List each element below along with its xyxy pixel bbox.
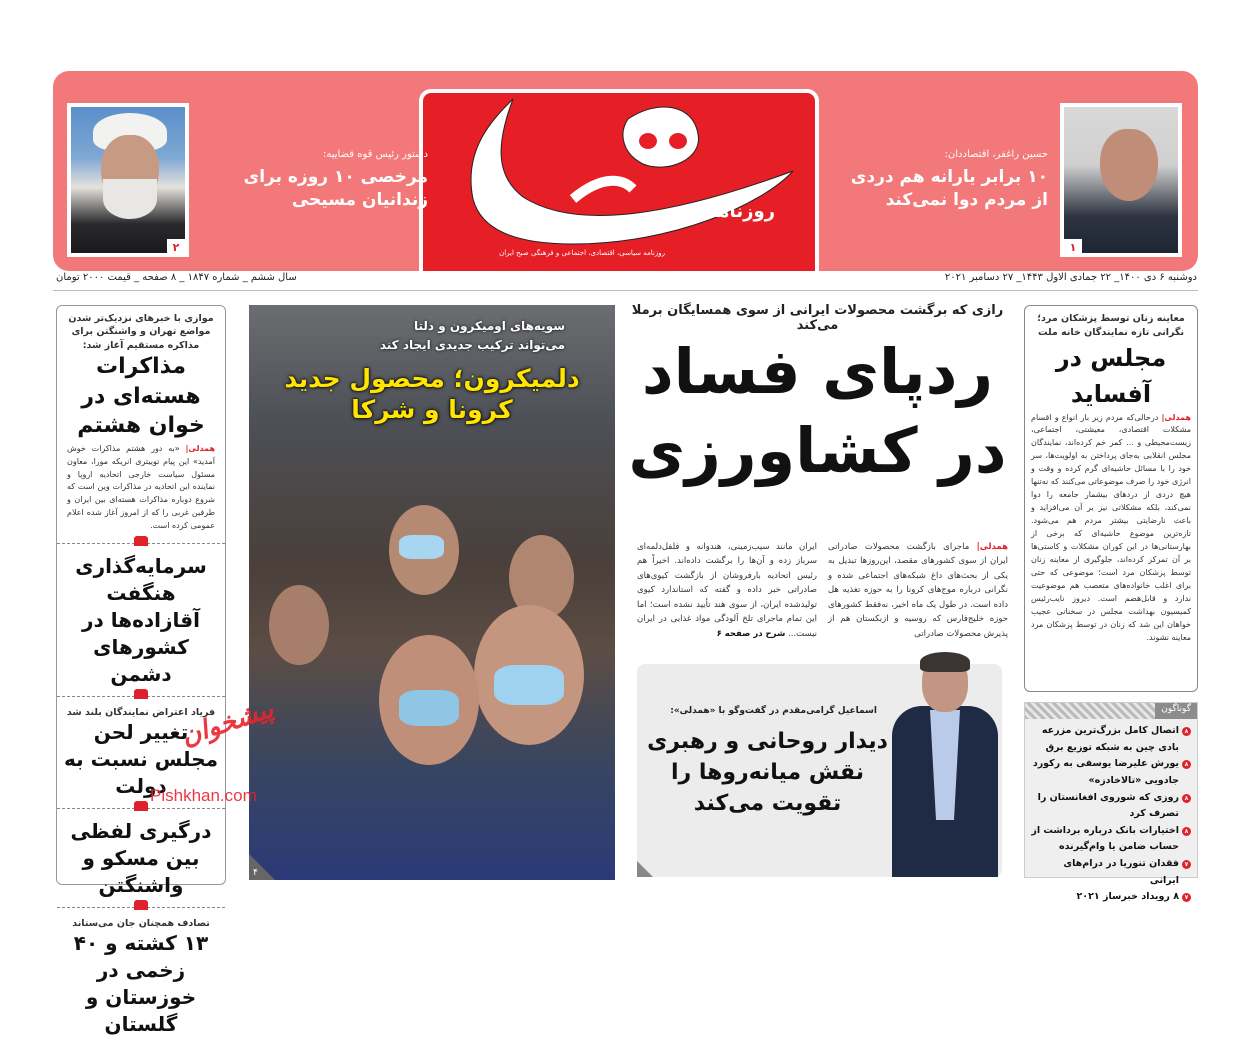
story-title: تغییر لحن مجلس نسبت به دولت xyxy=(64,719,218,798)
brand-label: همدلی| xyxy=(1161,412,1192,422)
divider xyxy=(57,808,225,812)
story-kicker: موازی با خبرهای نزدیک‌تر شدن مواضع تهران و واشنگتن برای مذاکره مستقیم آغاز شد: xyxy=(68,313,214,351)
misc-item[interactable] xyxy=(1031,723,1191,756)
photo-story-title: دلمیکرون؛ محصول جدید کرونا و شرکا xyxy=(284,364,580,425)
portrait-image xyxy=(1064,107,1178,253)
interviewee-photo xyxy=(890,654,1000,877)
logo-tagline: روزنامه سیاسی، اقتصادی، اجتماعی و فرهنگی صبح ایران xyxy=(499,249,665,257)
interview-title: دیدار روحانی و رهبری نقش میانه‌روها را تقویت می‌کند xyxy=(647,729,888,817)
bullet-icon: ۸ xyxy=(1182,827,1191,836)
headline-item[interactable] xyxy=(57,704,225,802)
covid-photo-story[interactable] xyxy=(249,305,615,880)
item-text: فقدان تنوریا در درام‌های ایرانی xyxy=(1063,858,1179,886)
page-marker-icon xyxy=(134,900,148,910)
masthead-left-story[interactable] xyxy=(218,149,428,212)
beard-shape xyxy=(103,179,157,219)
photo-story-kicker: سویه‌های اومیکرون و دلتا می‌تواند ترکیب جدیدی ایجاد کند xyxy=(379,319,565,352)
misc-news-box xyxy=(1024,702,1198,903)
masthead-right-story[interactable] xyxy=(848,149,1048,212)
headline-item[interactable] xyxy=(57,915,225,1040)
bullet-icon: ۸ xyxy=(1182,727,1191,736)
misc-header xyxy=(1025,703,1197,719)
interview-kicker: اسماعیل گرامی‌مقدم در گفت‌وگو با «همدلی»: xyxy=(670,706,877,716)
face-mask xyxy=(494,665,564,705)
item-text: یورش علیرضا یوسفی به رکورد جادویی «تالاخادزه» xyxy=(1032,758,1179,786)
brand-label: همدلی| xyxy=(976,542,1009,552)
story-headline: ۱۰ برابر یارانه هم دردی از مردم دوا نمی‌کند xyxy=(850,167,1048,210)
story-kicker: فریاد اعتراض نمایندگان بلند شد xyxy=(66,706,216,718)
main-headline[interactable]: ردپای فساد در کشاورزی xyxy=(628,335,1007,488)
page-marker-icon xyxy=(134,689,148,699)
masthead xyxy=(53,71,1198,271)
story-kicker: تصادف همچنان جان می‌ستاند xyxy=(72,917,210,929)
hair-shape xyxy=(920,652,970,672)
page-marker-icon xyxy=(134,801,148,811)
watermark-url: Pishkhan.com xyxy=(150,786,257,805)
misc-item[interactable] xyxy=(1031,856,1191,889)
divider xyxy=(57,696,225,700)
story-headline: مرخصی ۱۰ روزه برای زندانیان مسیحی xyxy=(243,167,428,210)
body-text: ایران مانند سیب‌زمینی، هندوانه و فلفل‌دلمه‌ای سرباز زده و آن‌ها را برگشت داده‌اند. اخیراً هم رئیس اتحادیه بارفروشان از بازگشت کیوی‌های صادراتی خبر داده و گفته که استاندارد کیوی تولیدشده ایران، از سوی هند تأیید نشده است؛ اما این تمام ماجرای تلخ آلودگی مواد غذایی در ایران نیست... xyxy=(637,542,817,639)
brand-label: همدلی| xyxy=(185,443,215,453)
main-story-body-left xyxy=(637,540,817,641)
headline-item[interactable] xyxy=(57,551,225,690)
judiciary-chief-photo[interactable] xyxy=(67,103,189,257)
page-corner xyxy=(637,861,653,877)
economist-photo[interactable] xyxy=(1060,103,1182,257)
crowd-face xyxy=(269,585,329,665)
page-badge: ۱ xyxy=(1064,239,1082,257)
misc-item[interactable] xyxy=(1031,823,1191,856)
misc-header-label: گوناگون xyxy=(1155,703,1197,719)
item-text: اتصال کامل بزرگ‌ترین مزرعه بادی چین به شبکه توزیع برق xyxy=(1041,725,1179,753)
page-corner xyxy=(249,854,275,880)
story-title: مذاکرات هسته‌ای در خوان هشتم xyxy=(77,353,205,439)
page-badge: ۲ xyxy=(167,239,185,257)
headline-item[interactable] xyxy=(57,816,225,901)
bullet-icon: ۷ xyxy=(1182,893,1191,902)
story-title: ۱۳ کشته و ۴۰ زخمی در خوزستان و گلستان xyxy=(73,931,209,1037)
bullet-icon: ۷ xyxy=(1182,860,1191,869)
logo-calligraphy-icon xyxy=(453,79,813,249)
logo-word: روزنامه xyxy=(707,201,775,222)
item-text: ۸ رویداد خبرساز ۲۰۲۱ xyxy=(1076,891,1179,903)
story-kicker: حسین راغفر، اقتصاددان: xyxy=(944,149,1048,160)
interview-box[interactable] xyxy=(637,664,1002,877)
misc-item[interactable] xyxy=(1031,756,1191,789)
item-text: روزی که شوروی افغانستان را تصرف کرد xyxy=(1037,791,1179,820)
body-text: ماجرای بازگشت محصولات صادراتی ایران از سوی کشورهای مقصد، این‌روزها تبدیل به یکی از بحث‌های داغ شبکه‌های اجتماعی شده و نگرانی درباره موج‌های کرونا را به حوزه تغذیه هل داده است. در طول یک ماه اخیر، نه‌فقط کشورهای حوزه خلیج‌فارس که روسیه و ازبکستان هم از پذیرش محصولات صادراتی xyxy=(828,542,1008,639)
main-story-kicker: رازی که برگشت محصولات ایرانی از سوی همسایگان برملا می‌کند xyxy=(631,303,1004,333)
story-body xyxy=(1025,412,1197,645)
misc-item[interactable] xyxy=(1031,889,1191,906)
face-shape xyxy=(1100,129,1158,201)
nuclear-talks-story[interactable] xyxy=(57,306,225,537)
story-body xyxy=(63,441,219,535)
page-number: ۴ xyxy=(253,868,258,878)
body-text: درحالی‌که مردم زیر بار انواع و اقسام مشکلات اقتصادی، معیشتی، اجتماعی، زیست‌محیطی و ... کمر خم کرده‌اند، نمایندگان مجلس انقلابی به‌جای پرداختن به اولویت‌ها، سر خود را با مسائل حاشیه‌ای گرم کرده و وقت و انرژی خود را صرف موضوعاتی می‌کنند که نه‌تنها هیچ دردی از دردهای بیشمار جامعه را دوا نمی‌کند، بلکه مشکلاتی نیز بر آن می‌افزاید و باعث نارضایتی بیشتر مردم هم می‌شود. تازه‌ترین موضوع حاشیه‌ای که برخی از بهارستانی‌ها در این کوران مشکلات و کاستی‌ها بر آن تمرکز کرده‌اند، جلوگیری از معاینه زنان توسط پزشکان مرد است؛ موضوعی که حتی برای اغلب خانواده‌های متعصب هم موضوعیت ندارد و قابل‌هضم است. دیروز نایب‌رئیس کمیسیون بهداشت مجلس در سخنانی عجیب خواهان این شد که زنان در توسط پزشکان مرد معاینه نشوند. xyxy=(1031,412,1191,642)
left-column xyxy=(56,305,226,1037)
story-kicker: دستور رئیس قوه قضاییه: xyxy=(323,149,428,160)
divider xyxy=(57,543,225,547)
story-title: سرمایه‌گذاری هنگفت آقازاده‌ها در کشورهای دشمن xyxy=(75,553,207,686)
story-title: مجلس در آفساید xyxy=(1055,343,1167,408)
page-marker-icon xyxy=(134,536,148,546)
item-text: اختیارات بانک درباره برداشت از حساب ضامن یا وام‌گیرنده xyxy=(1031,824,1179,853)
bullet-icon: ۸ xyxy=(1182,760,1191,769)
main-story-body-right xyxy=(828,540,1008,641)
bullet-icon: ۸ xyxy=(1182,794,1191,803)
watermark-script: پیشخوان xyxy=(177,694,278,752)
story-title: درگیری لفظی بین مسکو و واشنگتن xyxy=(70,818,212,897)
continued-link[interactable]: شرح در صفحه ۶ xyxy=(716,628,786,639)
body-text: «به دور هشتم مذاکرات خوش آمدید» این پیام توییتری انریکه مورا، معاون مسئول سیاست خارجی اتحادیه اروپا و نماینده این اتحادیه در مذاکرات وین است که شروع دوباره مذاکرات هسته‌ای بین ایران و طرفین غربی را که از امروز آغاز شده اعلام عمومی کرده است. xyxy=(67,443,215,530)
issue-info: سال ششم _ شماره ۱۸۴۷ _ ۸ صفحه _ قیمت ۲۰۰۰ تومان xyxy=(56,272,297,283)
face-mask xyxy=(399,535,444,559)
newspaper-logo[interactable] xyxy=(419,89,819,271)
divider xyxy=(53,290,1198,291)
misc-item[interactable] xyxy=(1031,790,1191,823)
divider xyxy=(57,907,225,911)
date-line: دوشنبه ۶ دی ۱۴۰۰_ ۲۲ جمادی الاول ۱۴۴۳_ ۲۷ دسامبر ۲۰۲۱ xyxy=(944,272,1197,283)
face-mask xyxy=(399,690,459,726)
story-kicker: معاینه زنان توسط پزشکان مرد؛ نگرانی تازه نمایندگان خانه ملت xyxy=(1037,313,1185,338)
portrait-image xyxy=(71,107,185,253)
parliament-story[interactable] xyxy=(1024,305,1198,692)
